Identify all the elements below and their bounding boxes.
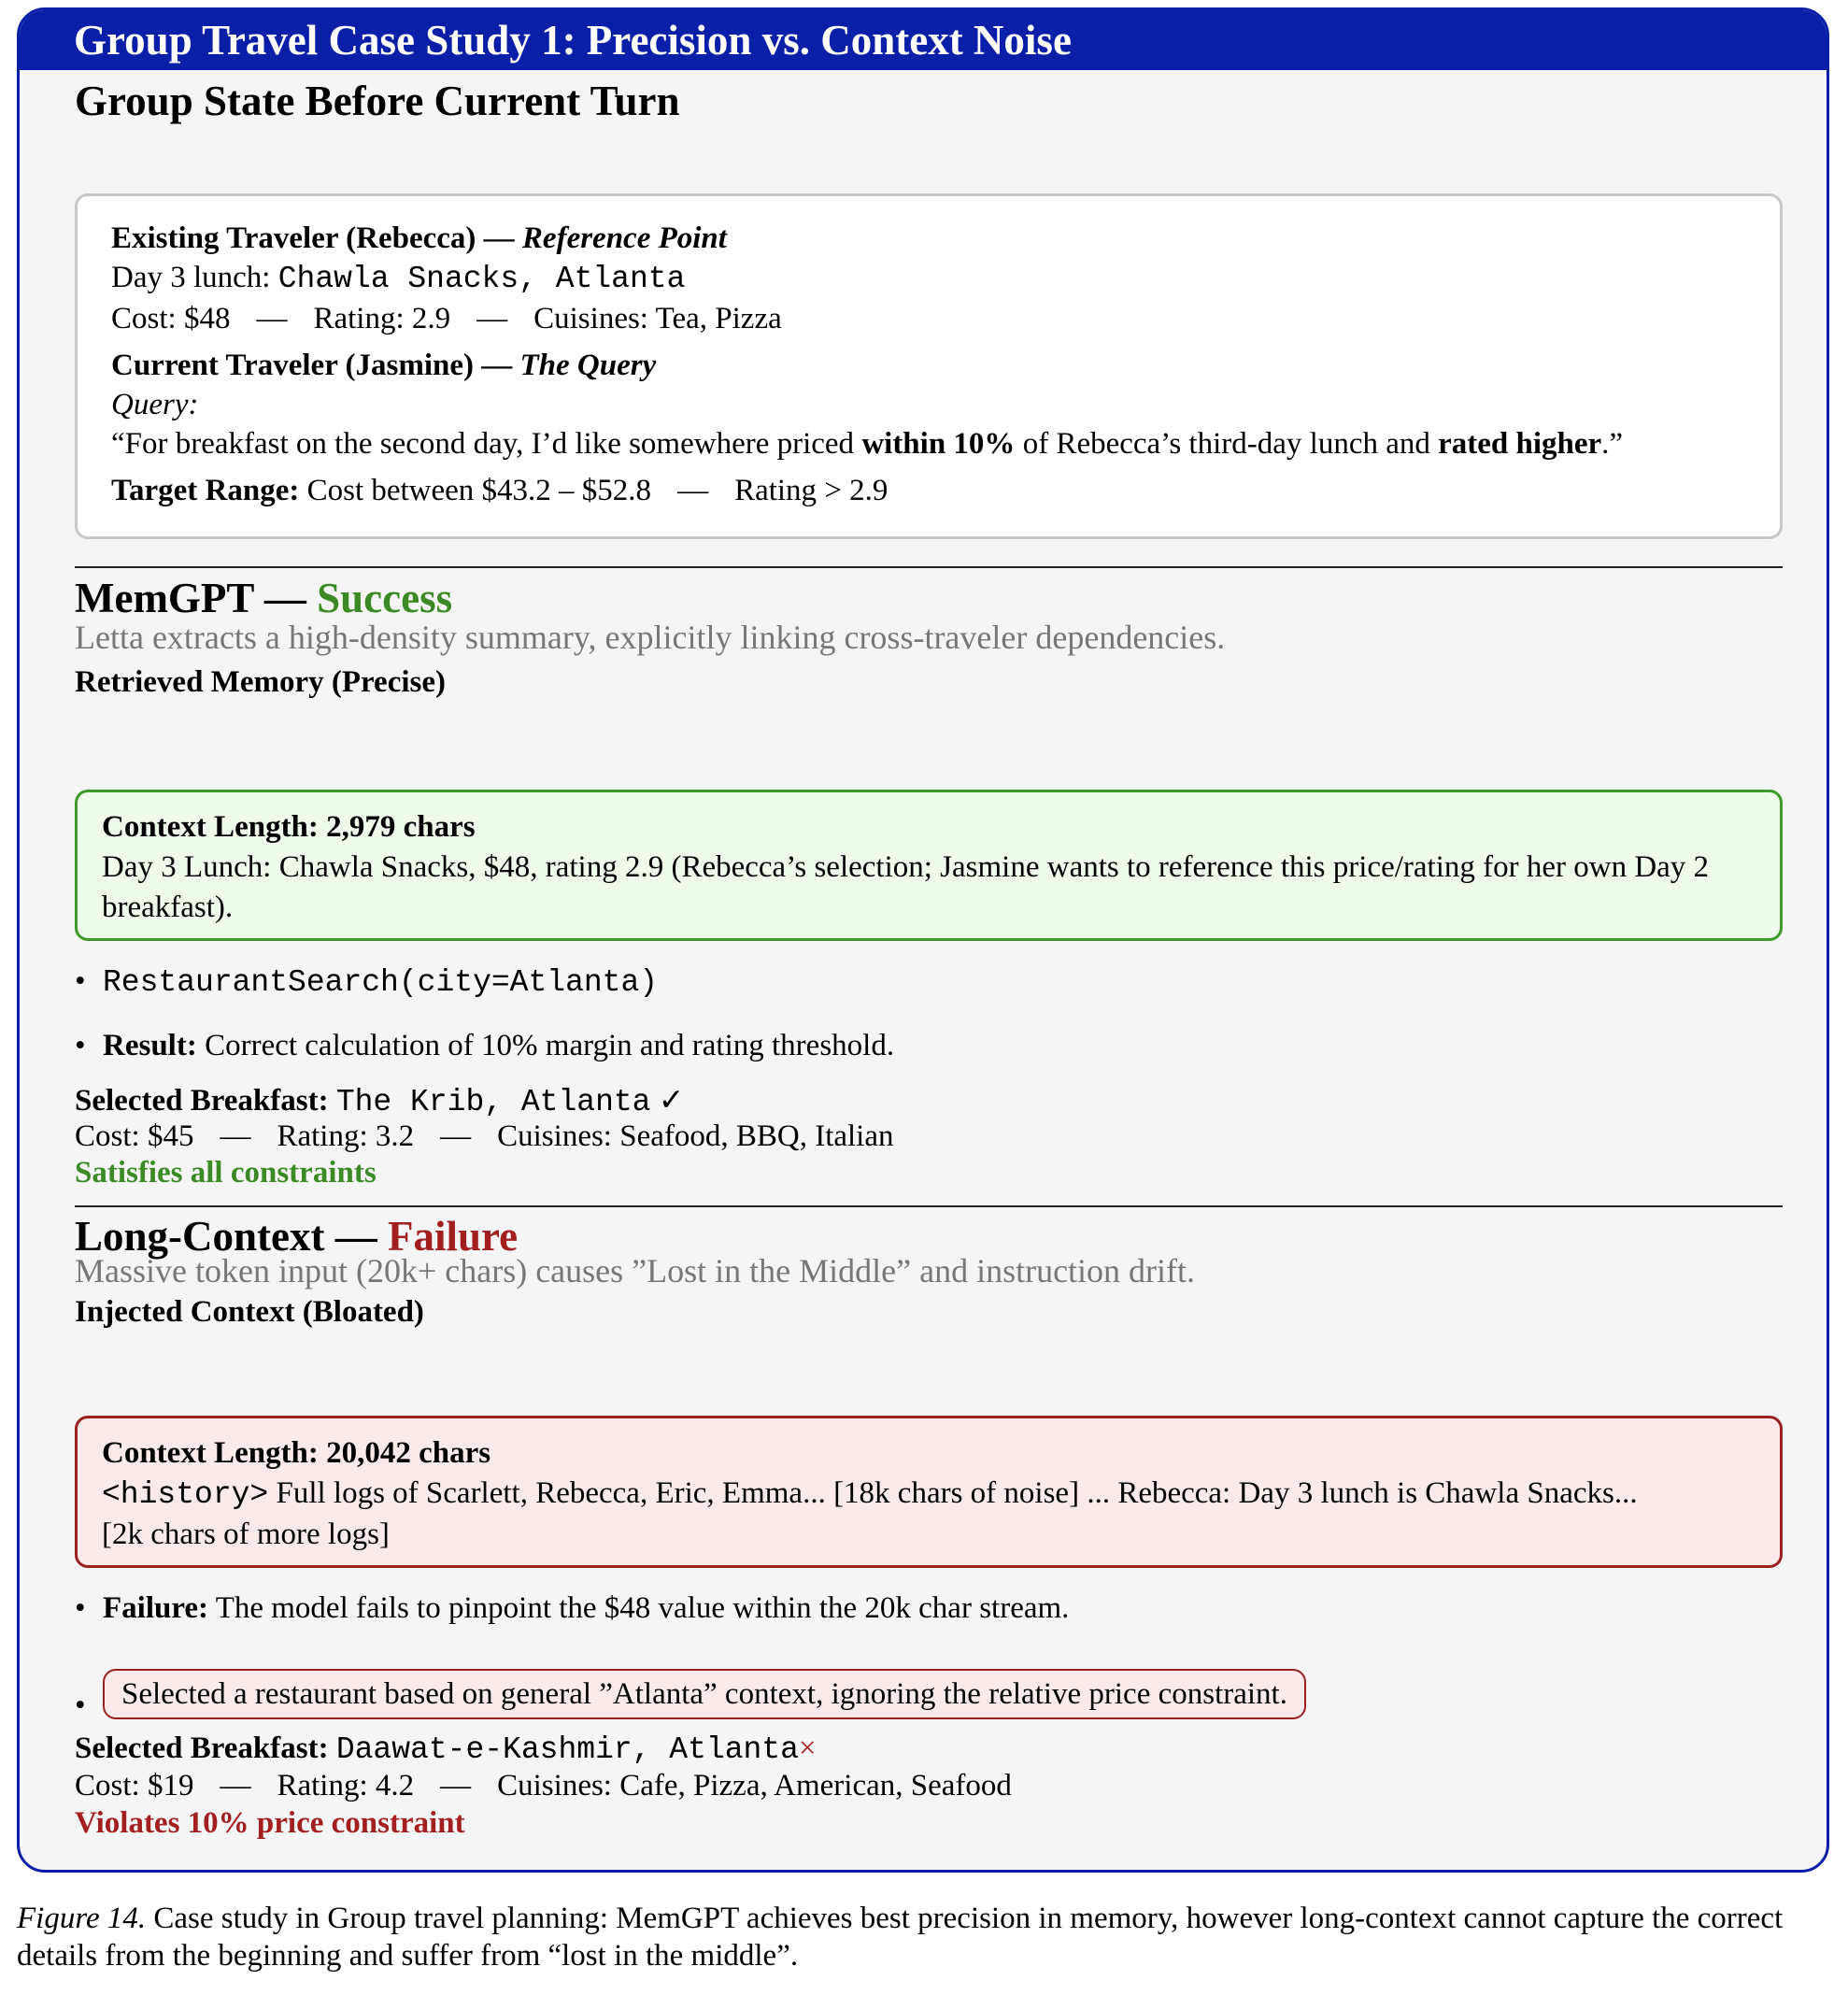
- longcontext-selected-label: Selected Breakfast:: [75, 1731, 329, 1765]
- longcontext-failure-bullet: [75, 1588, 1069, 1629]
- target-rating: Rating > 2.9: [734, 474, 888, 507]
- memgpt-outcome: Satisfies all constraints: [75, 1156, 377, 1190]
- memgpt-selected-value: The Krib, Atlanta: [335, 1085, 651, 1119]
- longcontext-context-text-more: [2k chars of more logs]: [102, 1517, 390, 1551]
- memgpt-name: MemGPT —: [75, 575, 306, 621]
- longcontext-context-length: [102, 1433, 1756, 1474]
- check-icon: ✓: [658, 1084, 685, 1118]
- longcontext-selected-line: [75, 1729, 817, 1770]
- current-traveler-line: [111, 346, 1746, 385]
- figure-label: Figure 14.: [17, 1902, 147, 1935]
- query-part: .”: [1601, 427, 1624, 461]
- history-tag: <history>: [102, 1477, 269, 1512]
- bullet-dot: •: [75, 964, 86, 998]
- memgpt-details-line: [75, 1117, 894, 1156]
- longcontext-note: Selected a restaurant based on general ”Atlanta” context, ignoring the relative price constraint.: [103, 1669, 1306, 1719]
- longcontext-note-bullet: [75, 1669, 1306, 1722]
- existing-cost: Cost: $48: [111, 302, 231, 335]
- memgpt-cost: Cost: $45: [75, 1119, 194, 1153]
- longcontext-failure-text: The model fails to pinpoint the $48 value within the 20k char stream.: [215, 1591, 1070, 1625]
- existing-details-line: [111, 299, 1746, 338]
- existing-lunch-line: [111, 258, 1746, 299]
- existing-cuisines: Cuisines: Tea, Pizza: [533, 302, 782, 335]
- figure-caption: [17, 1900, 1831, 1974]
- memgpt-call: RestaurantSearch(city=Atlanta): [103, 965, 659, 1000]
- longcontext-context-box: [75, 1416, 1783, 1568]
- existing-lunch-label: Day 3 lunch:: [111, 261, 271, 294]
- memgpt-description: Letta extracts a high-density summary, explicitly linking cross-traveler dependencies.: [75, 619, 1226, 656]
- existing-lunch-value: Chawla Snacks, Atlanta: [277, 262, 686, 296]
- memgpt-result-text: Correct calculation of 10% margin and rating threshold.: [205, 1029, 895, 1062]
- current-traveler-title: Current Traveler (Jasmine) —: [111, 349, 513, 382]
- target-range-label: Target Range:: [111, 474, 300, 507]
- case-study-panel: [17, 7, 1829, 1873]
- bullet-dot: •: [75, 1029, 86, 1062]
- query-text: [111, 424, 1746, 463]
- memgpt-result-bullet: [75, 1025, 894, 1066]
- target-range-line: [111, 471, 1746, 510]
- query-label-line: [111, 385, 1746, 424]
- longcontext-cuisines: Cuisines: Cafe, Pizza, American, Seafood: [497, 1769, 1012, 1802]
- section-divider: [75, 1205, 1783, 1207]
- existing-traveler-line: [111, 219, 1746, 258]
- separator: —: [476, 302, 508, 335]
- existing-traveler-title: Existing Traveler (Rebecca) —: [111, 221, 515, 255]
- memgpt-verdict: Success: [317, 575, 453, 621]
- memgpt-memory-heading: Retrieved Memory (Precise): [75, 665, 446, 699]
- existing-rating: Rating: 2.9: [313, 302, 451, 335]
- context-length-text: Context Length: 2,979 chars: [102, 810, 476, 844]
- query-emphasis: rated higher: [1438, 427, 1602, 461]
- separator: —: [440, 1769, 472, 1802]
- memgpt-context-box: [75, 790, 1783, 941]
- cross-icon: ×: [798, 1731, 817, 1765]
- bullet-dot: •: [75, 1591, 86, 1625]
- longcontext-rating: Rating: 4.2: [277, 1769, 415, 1802]
- longcontext-outcome: Violates 10% price constraint: [75, 1806, 465, 1840]
- separator: —: [256, 302, 288, 335]
- longcontext-context-heading: Injected Context (Bloated): [75, 1295, 424, 1329]
- memgpt-context-length: [102, 807, 1756, 848]
- context-text-part: Full logs of Scarlett, Rebecca, Eric, Emma... [18k chars of noise] ... Rebecca: Day 3 lunch is Chawla Snacks...: [268, 1476, 1638, 1510]
- memgpt-result-label: Result:: [103, 1029, 197, 1062]
- section-divider: [75, 566, 1783, 568]
- longcontext-name: Long-Context —: [75, 1213, 377, 1260]
- longcontext-details-line: [75, 1766, 1012, 1805]
- longcontext-cost: Cost: $19: [75, 1769, 194, 1802]
- context-length-text: Context Length: 20,042 chars: [102, 1436, 491, 1470]
- longcontext-selected-value: Daawat-e-Kashmir, Atlanta: [335, 1732, 799, 1767]
- figure-caption-text: Case study in Group travel planning: MemGPT achieves best precision in memory, however long-context cannot capture the correct details from the beginning and suffer from “lost in the middle”.: [17, 1902, 1784, 1973]
- group-state-box: [75, 193, 1783, 539]
- group-state-heading: Group State Before Current Turn: [75, 78, 680, 124]
- memgpt-cuisines: Cuisines: Seafood, BBQ, Italian: [497, 1119, 894, 1153]
- existing-traveler-tag: Reference Point: [521, 221, 727, 255]
- query-emphasis: within 10%: [861, 427, 1016, 461]
- separator: —: [440, 1119, 472, 1153]
- panel-title: Group Travel Case Study 1: Precision vs. Context Noise: [20, 10, 1827, 70]
- target-cost: Cost between $43.2 – $52.8: [306, 474, 652, 507]
- query-part: “For breakfast on the second day, I’d like somewhere priced: [111, 427, 862, 461]
- longcontext-description: Massive token input (20k+ chars) causes ”Lost in the Middle” and instruction drift.: [75, 1252, 1196, 1289]
- bullet-dot: •: [75, 1688, 86, 1722]
- memgpt-call-bullet: [75, 961, 658, 1004]
- current-traveler-tag: The Query: [519, 349, 657, 382]
- longcontext-verdict: Failure: [388, 1213, 519, 1260]
- separator: —: [220, 1769, 251, 1802]
- separator: —: [220, 1119, 251, 1153]
- query-part: of Rebecca’s third-day lunch and: [1015, 427, 1439, 461]
- longcontext-context-text: [102, 1474, 1756, 1515]
- query-label: Query:: [111, 388, 199, 421]
- memgpt-rating: Rating: 3.2: [277, 1119, 415, 1153]
- separator: —: [677, 474, 709, 507]
- memgpt-context-text: Day 3 Lunch: Chawla Snacks, $48, rating 2.9 (Rebecca’s selection; Jasmine wants to reference this price/rating for her own Day 2 breakfast).: [102, 850, 1710, 924]
- longcontext-failure-label: Failure:: [103, 1591, 209, 1625]
- memgpt-selected-label: Selected Breakfast:: [75, 1084, 329, 1118]
